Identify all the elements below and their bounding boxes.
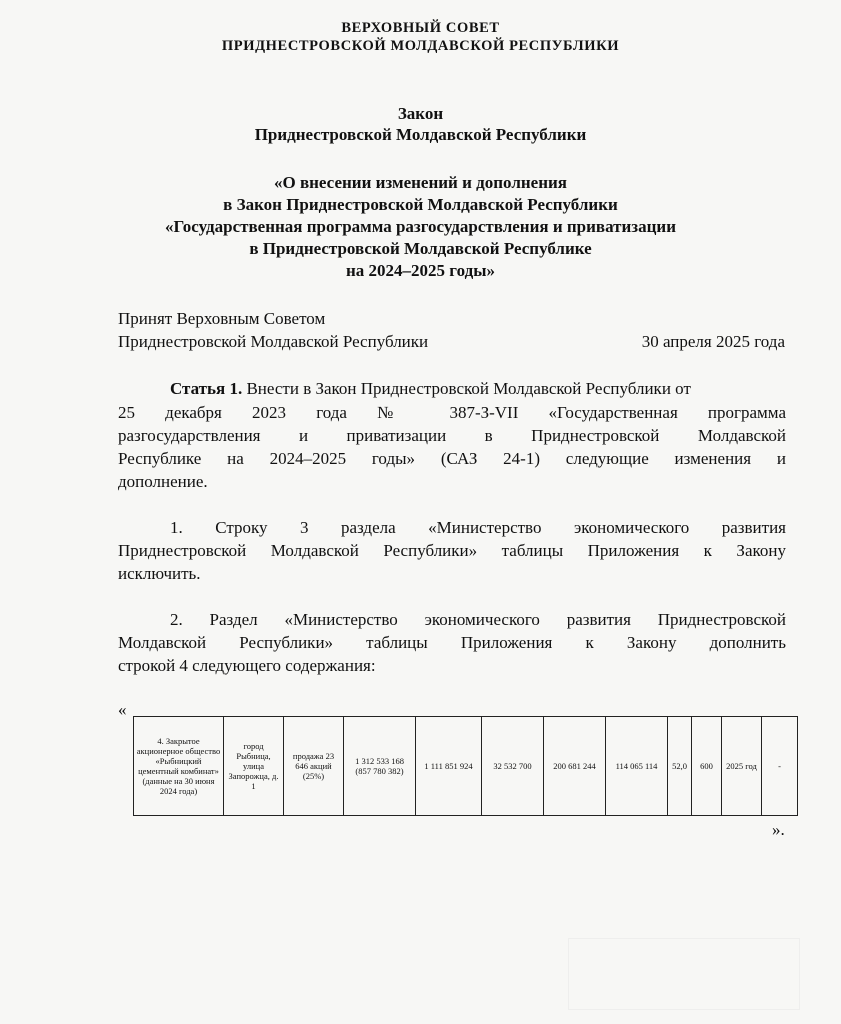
closing-quote: ».	[772, 820, 785, 839]
faint-stamp-watermark	[568, 938, 800, 1010]
item-1-line: 1. Строку 3 раздела «Министерство экономического развития	[170, 518, 786, 537]
law-title-line: на 2024–2025 годы»	[346, 261, 495, 280]
law-title-line: в Приднестровской Молдавской Республике	[249, 239, 592, 258]
table-cell-value-paren: (857 780 382)	[355, 766, 404, 776]
opening-quote: «	[118, 700, 127, 719]
table-cell-method: продажа 23 646 акций (25%)	[284, 717, 344, 816]
article-1-line: Республике на 2024–2025 годы» (САЗ 24-1) следующие изменения и	[118, 449, 786, 468]
table-cell: 200 681 244	[544, 717, 606, 816]
issuer-line-2: ПРИДНЕСТРОВСКОЙ МОЛДАВСКОЙ РЕСПУБЛИКИ	[221, 38, 620, 54]
issuer-line-1: ВЕРХОВНЫЙ СОВЕТ	[341, 20, 500, 36]
law-title-line: «Государственная программа разгосударствления и приватизации	[164, 217, 677, 236]
article-text: Внести в Закон Приднестровской Молдавской Республики от	[242, 379, 691, 398]
table-cell-year: 2025 год	[722, 717, 762, 816]
article-label: Статья 1.	[170, 379, 243, 398]
article-1-line: 25 декабря 2023 года № 387-З-VII «Государственная программа	[118, 403, 786, 422]
table-cell-enterprise: 4. Закрытое акционерное общество «Рыбницкий цементный комбинат» (данные на 30 июня 2024 года)	[134, 717, 224, 816]
item-2-line: 2. Раздел «Министерство экономического развития Приднестровской	[170, 610, 786, 629]
article-1-line: дополнение.	[118, 472, 208, 491]
adopted-date: 30 апреля 2025 года	[641, 332, 785, 351]
law-title-line: в Закон Приднестровской Молдавской Республики	[223, 195, 618, 214]
table-cell-value-main: 1 312 533 168	[355, 756, 404, 766]
appendix-table-row	[133, 716, 798, 816]
adopted-line-1: Принят Верховным Советом	[118, 309, 326, 328]
item-2-line: строкой 4 следующего содержания:	[118, 656, 376, 675]
item-1-line: исключить.	[118, 564, 201, 583]
table-cell: 32 532 700	[482, 717, 544, 816]
law-title-line: «О внесении изменений и дополнения	[273, 173, 567, 192]
table-cell: 114 065 114	[606, 717, 668, 816]
table-cell: 52,0	[668, 717, 692, 816]
adopted-line-2: Приднестровской Молдавской Республики	[118, 332, 429, 351]
item-1-line: Приднестровской Молдавской Республики» таблицы Приложения к Закону	[118, 541, 786, 560]
table-cell: 600	[692, 717, 722, 816]
law-word: Закон	[397, 104, 444, 123]
table-cell: -	[762, 717, 798, 816]
table-cell-address: город Рыбница, улица Запорожца, д. 1	[224, 717, 284, 816]
table-cell: 1 111 851 924	[416, 717, 482, 816]
law-republic: Приднестровской Молдавской Республики	[254, 125, 587, 144]
article-1-first-line	[170, 377, 786, 400]
table-cell-value	[344, 717, 416, 816]
table-row	[134, 717, 798, 816]
item-2-line: Молдавской Республики» таблицы Приложения к Закону дополнить	[118, 633, 786, 652]
article-1-line: разгосударствления и приватизации в Приднестровской Молдавской	[118, 426, 786, 445]
